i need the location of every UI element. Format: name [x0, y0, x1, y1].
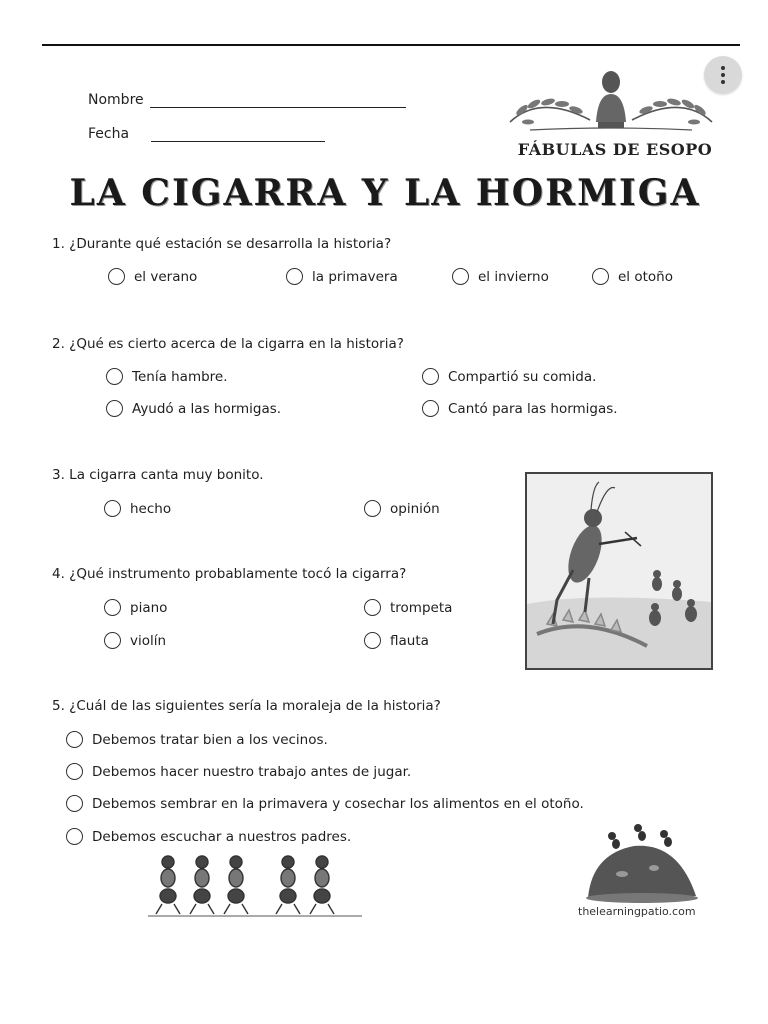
radio-button[interactable]: [66, 795, 83, 812]
option-q2-c[interactable]: [106, 400, 281, 417]
radio-button[interactable]: [66, 763, 83, 780]
option-q1-d[interactable]: [592, 268, 673, 285]
option-q4-b[interactable]: [364, 599, 452, 616]
radio-button[interactable]: [106, 368, 123, 385]
option-label: el verano: [134, 268, 198, 285]
radio-button[interactable]: [66, 828, 83, 845]
option-label: flauta: [390, 632, 429, 649]
option-q2-b[interactable]: [422, 368, 596, 385]
option-q1-a[interactable]: [108, 268, 197, 285]
option-label: hecho: [130, 500, 172, 517]
date-label: Fecha: [88, 126, 130, 142]
radio-button[interactable]: [104, 599, 121, 616]
radio-button[interactable]: [452, 268, 469, 285]
name-label: Nombre: [88, 92, 144, 108]
option-label: opinión: [390, 500, 440, 517]
option-q2-a[interactable]: [106, 368, 228, 385]
radio-button[interactable]: [104, 632, 121, 649]
option-q5-b[interactable]: [66, 763, 411, 780]
option-q5-d[interactable]: [66, 828, 351, 845]
radio-button[interactable]: [108, 268, 125, 285]
credit-text: thelearningpatio.com: [578, 905, 696, 918]
question-2: 2. ¿Qué es cierto acerca de la cigarra en la historia?: [52, 336, 404, 352]
option-label: el invierno: [478, 268, 549, 285]
option-q5-c[interactable]: [66, 795, 584, 812]
radio-button[interactable]: [592, 268, 609, 285]
option-label: trompeta: [390, 599, 453, 616]
radio-button[interactable]: [286, 268, 303, 285]
option-q1-b[interactable]: [286, 268, 398, 285]
option-label: Debemos escuchar a nuestros padres.: [92, 828, 352, 845]
option-q5-a[interactable]: [66, 731, 328, 748]
option-label: Debemos tratar bien a los vecinos.: [92, 731, 328, 748]
option-label: violín: [130, 632, 167, 649]
radio-button[interactable]: [106, 400, 123, 417]
option-label: la primavera: [312, 268, 398, 285]
option-q2-d[interactable]: [422, 400, 618, 417]
top-rule: [42, 44, 740, 46]
radio-button[interactable]: [364, 500, 381, 517]
question-4: 4. ¿Qué instrumento probablamente tocó la cigarra?: [52, 566, 407, 582]
radio-button[interactable]: [364, 632, 381, 649]
name-line[interactable]: [150, 93, 406, 108]
option-label: el otoño: [618, 268, 673, 285]
emblem-title: FÁBULAS DE ESOPO: [517, 140, 713, 159]
option-q4-d[interactable]: [364, 632, 429, 649]
radio-button[interactable]: [104, 500, 121, 517]
option-q3-b[interactable]: [364, 500, 440, 517]
marching-ants-icon: [144, 848, 366, 920]
option-q1-c[interactable]: [452, 268, 549, 285]
option-label: Compartió su comida.: [448, 368, 597, 385]
radio-button[interactable]: [66, 731, 83, 748]
grasshopper-icon: [527, 474, 711, 668]
name-field: [88, 92, 406, 108]
option-label: Debemos sembrar en la primavera y cosechar los alimentos en el otoño.: [92, 795, 584, 812]
question-5: 5. ¿Cuál de las siguientes sería la moraleja de la historia?: [52, 698, 441, 714]
radio-button[interactable]: [364, 599, 381, 616]
radio-button[interactable]: [422, 368, 439, 385]
question-3: 3. La cigarra canta muy bonito.: [52, 467, 264, 483]
grasshopper-illustration: [525, 472, 713, 670]
option-q4-a[interactable]: [104, 599, 167, 616]
date-line[interactable]: [151, 127, 325, 142]
option-label: Tenía hambre.: [132, 368, 228, 385]
option-label: Debemos hacer nuestro trabajo antes de jugar.: [92, 763, 412, 780]
ant-mound-icon: [582, 818, 702, 904]
date-field: [88, 126, 325, 142]
option-label: piano: [130, 599, 168, 616]
question-1: 1. ¿Durante qué estación se desarrolla la historia?: [52, 236, 392, 252]
radio-button[interactable]: [422, 400, 439, 417]
page-title: LA CIGARRA Y LA HORMIGA: [69, 172, 701, 214]
option-q4-c[interactable]: [104, 632, 166, 649]
option-q3-a[interactable]: [104, 500, 171, 517]
option-label: Ayudó a las hormigas.: [132, 400, 282, 417]
option-label: Cantó para las hormigas.: [448, 400, 618, 417]
